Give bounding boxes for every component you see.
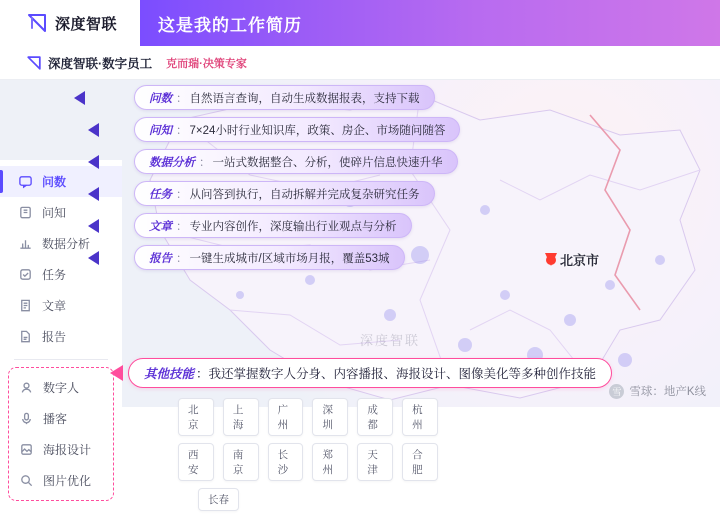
article-icon (18, 298, 33, 313)
sidebar-item-label: 海报设计 (43, 443, 92, 457)
capability-desc: 专业内容创作，深度输出行业观点与分析 (189, 220, 397, 233)
city-chip[interactable]: 南京 (223, 443, 259, 481)
sidebar-item-label: 问知 (42, 206, 67, 220)
sidebar-item-wenshu[interactable] (0, 166, 122, 197)
capability-title: 数据分析 (149, 156, 195, 169)
book-icon (18, 205, 33, 220)
city-chip[interactable]: 深圳 (312, 398, 348, 436)
city-chip-group (178, 398, 438, 518)
sidebar-item-label: 数字人 (43, 381, 80, 395)
sidebar-item-label: 问数 (42, 175, 67, 189)
arrow-marker (88, 219, 99, 233)
report-icon (18, 329, 33, 344)
capability-pill-baogao[interactable]: 报告 ： 一键生成城市/区域市场月报，覆盖53城 (134, 245, 405, 270)
sidebar-item-label: 播客 (43, 412, 68, 426)
capability-title: 任务 (149, 188, 172, 201)
capability-desc: 7×24小时行业知识库，政策、房企、市场随问随答 (189, 124, 446, 137)
capability-desc: 一键生成城市/区域市场月报，覆盖53城 (189, 252, 390, 265)
arrow-marker (74, 91, 85, 105)
arrow-marker (88, 187, 99, 201)
city-chip[interactable]: 西安 (178, 443, 214, 481)
capability-desc: 一站式数据整合、分析，使碎片信息快速升华 (212, 156, 443, 169)
city-chip[interactable]: 天津 (357, 443, 393, 481)
top-bar (0, 0, 720, 46)
capability-pill-shujufenxi[interactable]: 数据分析 ： 一站式数据整合、分析，使碎片信息快速升华 (134, 149, 458, 174)
map-marker-label: 北京市 (560, 253, 600, 268)
sub-brand-tag: 克而瑞·决策专家 (166, 57, 247, 70)
poster-icon (19, 442, 34, 457)
capability-desc: 自然语言查询，自动生成数据报表，支持下载 (189, 92, 420, 105)
arrow-marker-skills (110, 365, 123, 381)
task-icon (18, 267, 33, 282)
sidebar-item-baogao[interactable] (0, 321, 122, 352)
sidebar-item-label: 数据分析 (42, 237, 91, 251)
watermark (609, 383, 706, 399)
capability-title: 问知 (149, 124, 172, 137)
sidebar-item-digital-human[interactable] (9, 372, 113, 403)
city-chip-row (178, 488, 438, 511)
city-chip-row (178, 443, 438, 481)
sidebar-item-image-enhance[interactable] (9, 465, 113, 496)
map-ghost-text: 深度智联 (360, 333, 421, 348)
city-chip[interactable]: 成都 (357, 398, 393, 436)
sidebar-item-renwu[interactable] (0, 259, 122, 290)
capability-pill-renwu[interactable]: 任务 ： 从问答到执行，自动拆解并完成复杂研究任务 (134, 181, 435, 206)
city-chip[interactable]: 长春 (198, 488, 239, 511)
sidebar-item-label: 报告 (42, 330, 67, 344)
arrow-marker (88, 123, 99, 137)
location-pin-icon (545, 253, 557, 266)
capability-pill-wenzhi[interactable]: 问知 ： 7×24小时行业知识库，政策、房企、市场随问随答 (134, 117, 460, 142)
sub-header (0, 46, 720, 80)
capability-title: 文章 (149, 220, 172, 233)
sidebar-item-wenzhi[interactable] (0, 197, 122, 228)
capability-desc: 从问答到执行，自动拆解并完成复杂研究任务 (189, 188, 420, 201)
sidebar-item-shujufenxi[interactable] (0, 228, 122, 259)
banner-title: 这是我的工作简历 (158, 15, 302, 35)
city-chip[interactable]: 郑州 (312, 443, 348, 481)
city-chip[interactable]: 合肥 (402, 443, 438, 481)
chat-query-icon (18, 174, 33, 189)
sidebar-highlight-group (8, 367, 114, 501)
sidebar-item-wenzhang[interactable] (0, 290, 122, 321)
city-chip[interactable]: 上海 (223, 398, 259, 436)
city-chip[interactable]: 杭州 (402, 398, 438, 436)
watermark-text: 雪球：地产K线 (629, 386, 706, 398)
city-chip[interactable]: 北京 (178, 398, 214, 436)
banner (140, 0, 720, 46)
city-chip[interactable]: 长沙 (268, 443, 304, 481)
podcast-icon (19, 411, 34, 426)
app-logo-icon (26, 12, 48, 34)
sidebar (0, 160, 122, 487)
sidebar-item-label: 任务 (42, 268, 67, 282)
arrow-marker (88, 251, 99, 265)
watermark-logo-icon: 雪 (609, 384, 624, 399)
city-chip-row (178, 398, 438, 436)
analytics-icon (18, 236, 33, 251)
sub-logo-icon (26, 55, 42, 71)
brand (0, 12, 140, 34)
body-area (0, 80, 720, 506)
city-chip[interactable]: 广州 (268, 398, 304, 436)
sidebar-item-label: 图片优化 (43, 474, 92, 488)
avatar-icon (19, 380, 34, 395)
capability-pill-wenshu[interactable]: 问数 ： 自然语言查询，自动生成数据报表，支持下载 (134, 85, 435, 110)
sidebar-divider (14, 359, 108, 360)
sub-brand-name: 深度智联·数字员工 (48, 56, 153, 71)
capability-title: 问数 (149, 92, 172, 105)
brand-name: 深度智联 (55, 15, 118, 33)
sidebar-item-label: 文章 (42, 299, 67, 313)
arrow-marker (88, 155, 99, 169)
skills-title: 其他技能 (144, 367, 195, 381)
capability-title: 报告 (149, 252, 172, 265)
sidebar-item-poster[interactable] (9, 434, 113, 465)
capability-pill-wenzhang[interactable]: 文章 ： 专业内容创作，深度输出行业观点与分析 (134, 213, 412, 238)
skills-desc: 我还掌握数字人分身、内容播报、海报设计、图像美化等多种创作技能 (208, 367, 597, 381)
sidebar-item-podcast[interactable] (9, 403, 113, 434)
image-enhance-icon (19, 473, 34, 488)
skills-pill[interactable]: 其他技能 ： 我还掌握数字人分身、内容播报、海报设计、图像美化等多种创作技能 (128, 358, 612, 388)
map-marker-beijing[interactable] (545, 250, 599, 269)
